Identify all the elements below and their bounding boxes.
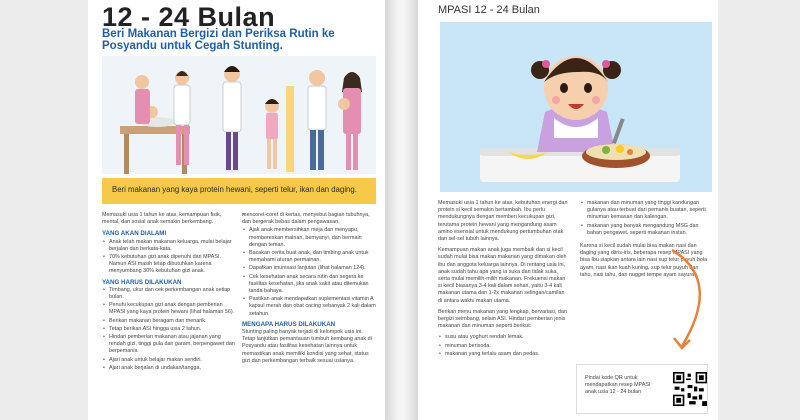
list-item: • susu atau yoghurt rendah lemak. bbox=[438, 334, 570, 341]
qr-caption: Pindai kode QR untuk mendapatkan resep MPASI anak usia 12 - 24 bulan bbox=[585, 375, 651, 395]
todo-list bbox=[102, 287, 236, 372]
intro-paragraph: Memasuki usia 1 tahun ke atas, kemampuan fisik, mental, dan sosial anak semakin berkembang. bbox=[102, 212, 222, 226]
recipe-paragraph: Karena si kecil sudah mulai bisa makan nasi dan daging yang diiris-iris, beberapa resep MPASI yang bisa Ibu siapkan antara lain nasi sup telur puyuh bola ayam, nasi ikan kuah kuning, sup telur puyuh dan tahu, nasi tahu, dan nugget tempe ayam sayuran. bbox=[580, 243, 708, 278]
mpasi-paragraph: Memasuki usia 1 tahun ke atas, kebutuhan energi dan protein si kecil semakin bertambah. Ibu perlu mendukungnya dengan memberi kecukupan gizi, terutama protein hewani yang mengandung asam amino esensial untuk mendukung pertumbuhan otak dan sel-sel tubuh lainnya. bbox=[438, 200, 568, 243]
why-paragraph: Stunting paling banyak terjadi di kelompok usia ini. Tetap lanjutkan pemantauan tumbuh kembang anak di Posyandu atau fasilitas kesehatan lainnya untuk memastikan anak memiliki kondisi yang sehat, status gizi dan perkembangan terbaik sesuai usianya. bbox=[242, 329, 372, 364]
page-title: 12 - 24 Bulan bbox=[102, 2, 276, 32]
mpasi-paragraph: Kemampuan makan anak juga membaik dan si kecil sudah mulai bisa makan makanan yang dimakan oleh ibu dan anggota keluarga lainnya. Di rentang usia ini, anak sudah tahu apa yang ia suka dan tidak suka, serta mulai memilih-milih makanan. Frekuensi makan si kecil biasanya 3-4 kali dalam sehari, yaitu 3-4 kali makanan utama dan 1-2x makanan selingan/camilan di antara waktu makan utama. bbox=[438, 247, 567, 304]
list-item: • mencoret-coret di kertas, menyebut bagian tubuhnya, dan bergerak bebas dalam pengawasan. bbox=[242, 212, 376, 226]
avoid-list-continued bbox=[580, 200, 710, 237]
list-item: • makanan dan minuman yang tinggi kandungan gulanya atau terbuat dari pemanis buatan, seperti minuman kemasan dan kalengan. bbox=[580, 200, 710, 222]
list-item: • makanan yang banyak mengandung MSG dan bahan pengawet, seperti makanan instan. bbox=[580, 223, 710, 237]
list-item: • Timbang, ukur dan cek perkembangan anak setiap bulan. bbox=[102, 287, 236, 301]
list-item: • Ajari anak berjalan di undakan/tangga, bbox=[102, 365, 236, 372]
list-item: • Hindari pemberian makanan atau jajanan yang rendah gizi, tinggi gula dan garam, berpengawet dan berpemanis. bbox=[102, 334, 236, 356]
mpasi-paragraph: Berikan menu makanan yang lengkap, bervariasi, dan bergizi seimbang, selain ASI. Hindari pemberian jenis makanan dan minuman seperti berikut: bbox=[438, 308, 567, 330]
protein-banner: Beri makanan yang kaya protein hewani, seperti telur, ikan dan daging. bbox=[102, 178, 376, 204]
family-doctor-illustration bbox=[102, 56, 376, 174]
right-page bbox=[418, 0, 718, 420]
list-item: • Berikan makanan beragam dan menarik. bbox=[102, 318, 236, 325]
section-heading: YANG AKAN DIALAMI bbox=[102, 230, 167, 238]
list-item: • Pastikan anak mendapatkan suplementasi vitamin A kapsul merah dan obat cacing sebanyak 2 kali dalam setahun. bbox=[242, 296, 376, 318]
list-item: • Ajak anak membersihkan meja dan menyapu, membereskan mainan, bernyanyi, dan bermain dengan teman. bbox=[242, 227, 376, 249]
toddler-eating-icon bbox=[440, 22, 712, 192]
mpasi-title: MPASI 12 - 24 Bulan bbox=[438, 4, 540, 16]
section-heading: MENGAPA HARUS DILAKUKAN bbox=[242, 320, 336, 328]
left-column-2 bbox=[242, 212, 376, 369]
list-item: • Ajari anak untuk belajar makan sendiri. bbox=[102, 357, 236, 364]
experience-list bbox=[102, 239, 236, 276]
list-item: • Bacakan cerita buat anak, dan timbing anak untuk memahami aturan permainan. bbox=[242, 250, 376, 264]
list-item: • minuman berisoda. bbox=[438, 343, 570, 350]
qr-code-icon[interactable] bbox=[673, 372, 707, 406]
list-item: • Dapatkan imunisasi lanjutan (lihat halaman 124). bbox=[242, 265, 376, 272]
list-item: • Anak telah makan makanan keluarga, mulai belajar berjalan dan berkata-kata. bbox=[102, 239, 236, 253]
left-column-1 bbox=[102, 212, 236, 373]
posyandu-illustration bbox=[102, 56, 376, 174]
curved-arrow-icon bbox=[668, 246, 718, 356]
qr-callout bbox=[576, 364, 708, 414]
book-gutter bbox=[385, 0, 418, 420]
section-heading: YANG HARUS DILAKUKAN bbox=[102, 278, 182, 286]
list-item: • 70% kebutuhan gizi anak dipenuhi dari MPASI. Namun ASI masih tetap dibutuhkan karena menyumbang 30% kebutuhan gizi anak. bbox=[102, 254, 236, 276]
list-item: • Cek kesehatan anak secara rutin dan segera ke fasilitas kesehatan, jika anak sakit atau ditemukan tanda bahaya. bbox=[242, 274, 376, 296]
page-subtitle: Beri Makanan Bergizi dan Periksa Rutin ke Posyandu untuk Cegah Stunting. bbox=[102, 28, 335, 52]
list-item: • Tetap berikan ASI hingga usia 2 tahun. bbox=[102, 326, 236, 333]
child-eating-illustration bbox=[440, 22, 712, 192]
right-column-1 bbox=[438, 200, 570, 359]
list-item: • makanan yang terlalu asam dan pedas. bbox=[438, 351, 570, 358]
todo-list-continued bbox=[242, 212, 376, 318]
avoid-list bbox=[438, 334, 570, 358]
left-page bbox=[88, 0, 385, 420]
list-item: • Penuhi kecukupan gizi anak dengan pemberian MPASI yang kaya protein hewani (lihat halaman 56). bbox=[102, 302, 236, 316]
